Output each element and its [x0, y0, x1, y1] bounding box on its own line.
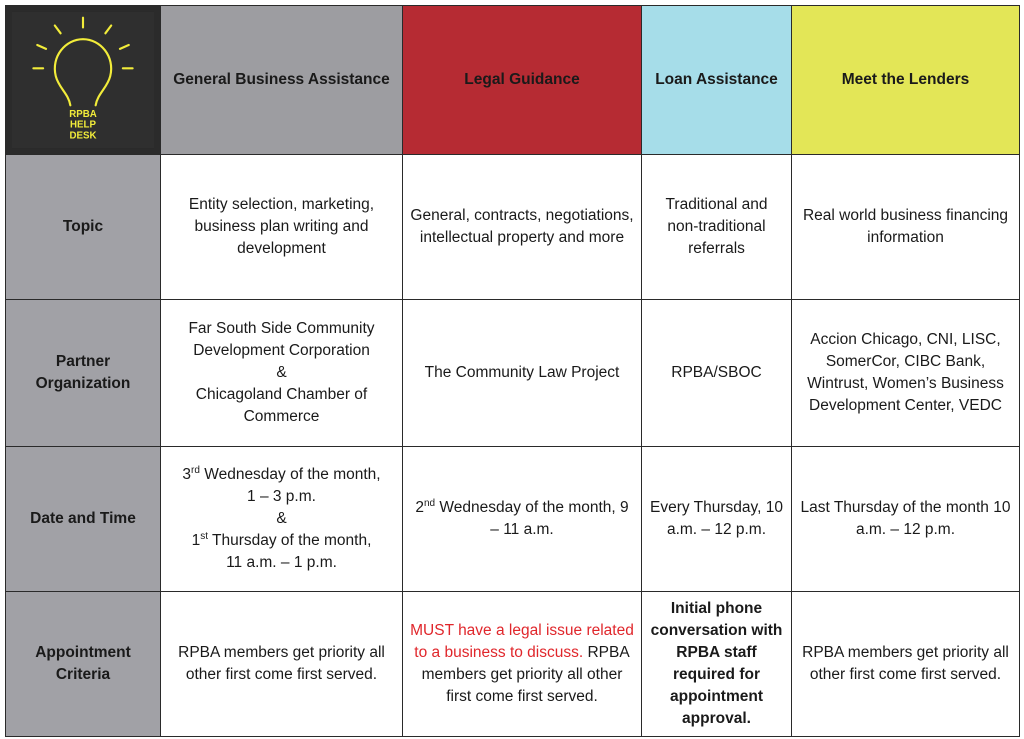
date-rest: Wednesday of the month, [199, 466, 381, 483]
cell-date-lenders: Last Thursday of the month 10 a.m. – 12 p.m. [792, 447, 1020, 592]
date-general-time-1: 1 – 3 p.m. [247, 488, 316, 505]
logo-cell [6, 6, 161, 155]
date-general-time-2: 11 a.m. – 1 p.m. [226, 554, 337, 571]
date-rest-2: Thursday of the month, [207, 532, 372, 549]
row-topic [6, 155, 1020, 300]
row-criteria [6, 592, 1020, 737]
cell-topic-loan: Traditional and non-traditional referrals [642, 155, 792, 300]
cell-topic-general: Entity selection, marketing, business plan writing and development [161, 155, 403, 300]
cell-partner-loan: RPBA/SBOC [642, 300, 792, 447]
date-num-2: 1 [191, 532, 201, 549]
row-date [6, 447, 1020, 592]
cell-criteria-general: RPBA members get priority all other first come first served. [161, 592, 403, 737]
criteria-legal-warning: MUST have a legal issue related to a business to discuss. [410, 622, 634, 661]
help-desk-table [5, 5, 1020, 737]
row-header-partner: Partner Organization [6, 300, 161, 447]
cell-date-general [161, 447, 403, 592]
date-general-line-2 [167, 530, 396, 552]
cell-criteria-legal [403, 592, 642, 737]
partner-general-line-2: Chicagoland Chamber of Commerce [195, 386, 368, 425]
row-header-topic: Topic [6, 155, 161, 300]
row-header-criteria: Appointment Criteria [6, 592, 161, 737]
logo-text-desk: DESK [69, 130, 97, 142]
cell-criteria-loan: Initial phone conversation with RPBA staff required for appointment approval. [642, 592, 792, 737]
header-row [6, 6, 1020, 155]
partner-general-line-1: Far South Side Community Development Corporation [188, 320, 375, 359]
col-header-legal: Legal Guidance [403, 6, 642, 155]
row-partner [6, 300, 1020, 447]
cell-topic-lenders: Real world business financing information [792, 155, 1020, 300]
lightbulb-icon [12, 10, 154, 150]
criteria-legal-rest: RPBA members get priority all other first come first served. [421, 644, 630, 705]
logo-text-help: HELP [70, 119, 96, 131]
date-sup-2: st [200, 530, 208, 542]
legal-date-num: 2 [415, 499, 424, 516]
date-num: 3 [182, 466, 192, 483]
col-header-general: General Business Assistance [161, 6, 403, 155]
cell-date-legal [403, 447, 642, 592]
date-general-line-1 [167, 464, 396, 486]
legal-date-rest: Wednesday of the month, 9 – 11 a.m. [435, 499, 629, 538]
col-header-lenders: Meet the Lenders [792, 6, 1020, 155]
rpba-help-desk-logo [12, 10, 154, 150]
cell-partner-legal: The Community Law Project [403, 300, 642, 447]
cell-criteria-lenders: RPBA members get priority all other first come first served. [792, 592, 1020, 737]
logo-text-rpba: RPBA [69, 108, 97, 120]
row-header-date: Date and Time [6, 447, 161, 592]
partner-general-amp: & [276, 364, 287, 381]
cell-partner-lenders: Accion Chicago, CNI, LISC, SomerCor, CIBC Bank, Wintrust, Women’s Business Development Center, VEDC [792, 300, 1020, 447]
cell-partner-general [161, 300, 403, 447]
legal-date-sup: nd [423, 497, 436, 509]
col-header-loan: Loan Assistance [642, 6, 792, 155]
cell-date-loan: Every Thursday, 10 a.m. – 12 p.m. [642, 447, 792, 592]
date-general-amp: & [276, 510, 287, 527]
date-sup: rd [191, 464, 200, 476]
cell-topic-legal: General, contracts, negotiations, intellectual property and more [403, 155, 642, 300]
